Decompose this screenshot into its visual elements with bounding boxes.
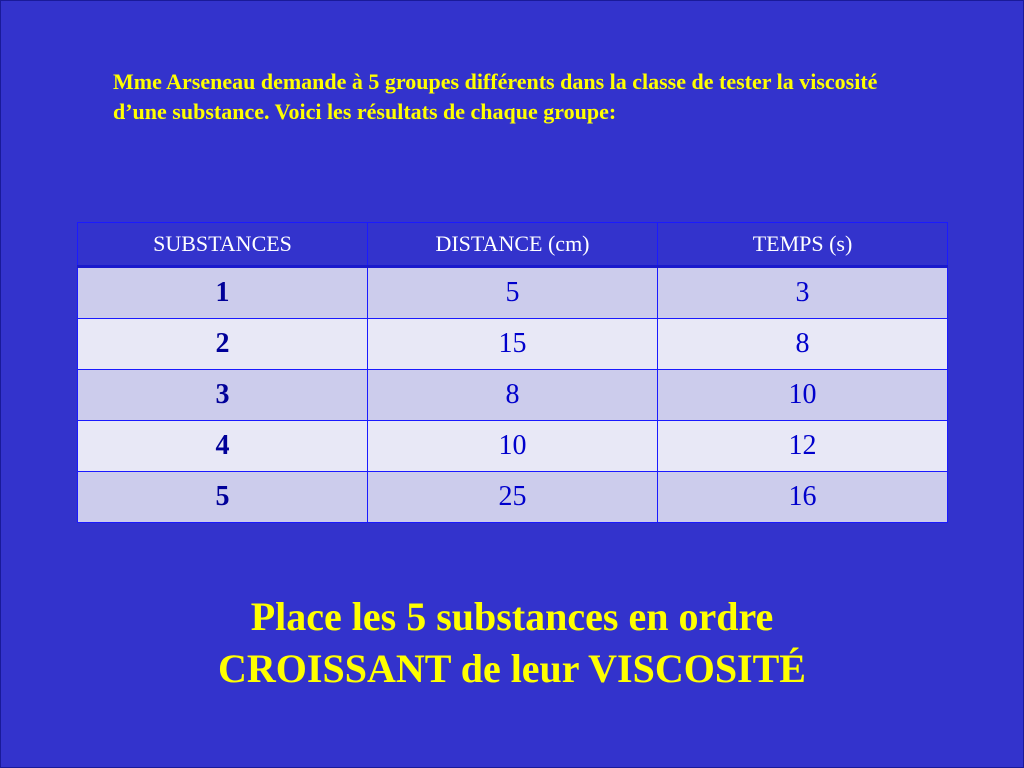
table-row — [78, 472, 948, 523]
cell-temps: 10 — [658, 370, 948, 421]
cell-substance: 1 — [78, 267, 368, 319]
cell-distance: 15 — [368, 319, 658, 370]
cell-temps: 3 — [658, 267, 948, 319]
header-distance: DISTANCE (cm) — [368, 223, 658, 267]
header-substances: SUBSTANCES — [78, 223, 368, 267]
table-row — [78, 319, 948, 370]
cell-distance: 25 — [368, 472, 658, 523]
cell-substance: 4 — [78, 421, 368, 472]
cell-temps: 16 — [658, 472, 948, 523]
cell-distance: 5 — [368, 267, 658, 319]
cell-distance: 8 — [368, 370, 658, 421]
cell-substance: 2 — [78, 319, 368, 370]
header-temps: TEMPS (s) — [658, 223, 948, 267]
cell-temps: 8 — [658, 319, 948, 370]
intro-text: Mme Arseneau demande à 5 groupes différents dans la classe de tester la viscosité d’une substance. Voici les résultats de chaque groupe: — [113, 69, 878, 124]
table-row — [78, 267, 948, 319]
cell-distance: 10 — [368, 421, 658, 472]
results-table-container — [77, 222, 948, 523]
table-row — [78, 421, 948, 472]
cell-temps: 12 — [658, 421, 948, 472]
table-row — [78, 370, 948, 421]
cell-substance: 3 — [78, 370, 368, 421]
table-header-row — [78, 223, 948, 267]
cell-substance: 5 — [78, 472, 368, 523]
results-table — [77, 222, 948, 523]
question-line-2: CROISSANT de leur VISCOSITÉ — [218, 646, 806, 691]
question-line-1: Place les 5 substances en ordre — [250, 594, 774, 639]
question-text — [1, 591, 1023, 695]
